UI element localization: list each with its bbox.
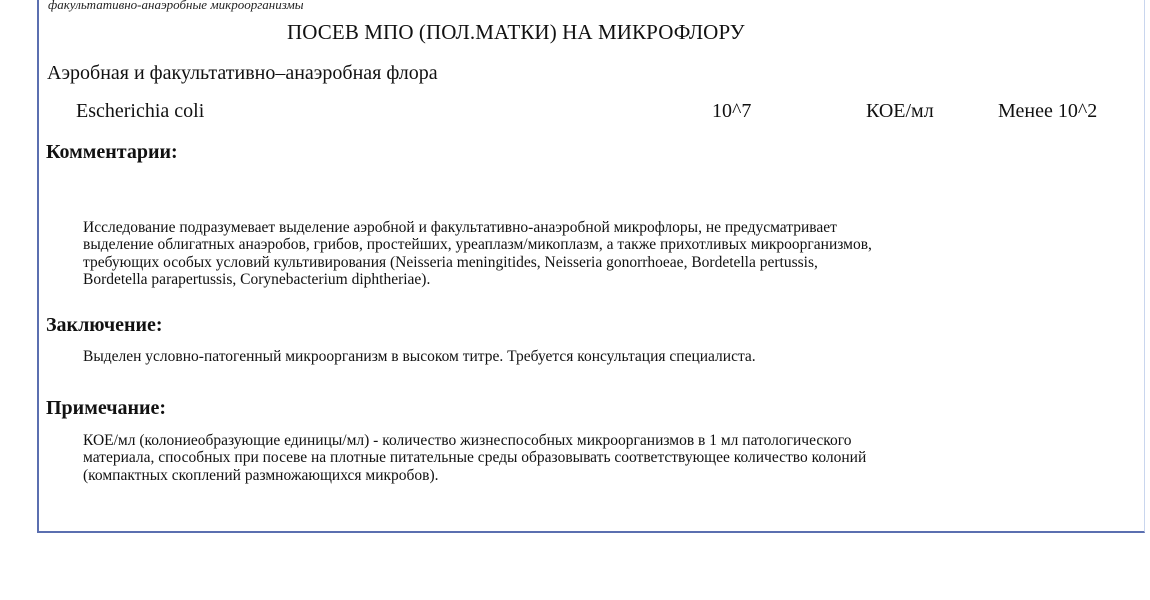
comments-heading: Комментарии: xyxy=(46,141,178,163)
comments-line: Bordetella parapertussis, Corynebacterium diphtheriae). xyxy=(83,270,431,288)
note-text xyxy=(83,432,866,484)
comments-line: Исследование подразумевает выделение аэробной и факультативно-анаэробной микрофлоры, не предусматривает xyxy=(83,219,837,236)
result-unit: КОЕ/мл xyxy=(866,100,934,122)
organism-name: Escherichia coli xyxy=(76,100,205,122)
note-line: КОЕ/мл (колониеобразующие единицы/мл) - количество жизнеспособных микроорганизмов в 1 мл патологического xyxy=(83,432,852,449)
result-value: 10^7 xyxy=(712,100,752,122)
conclusion-line: Выделен условно-патогенный микроорганизм в высоком титре. Требуется консультация специалиста. xyxy=(83,348,756,365)
report-title: ПОСЕВ МПО (ПОЛ.МАТКИ) НА МИКРОФЛОРУ xyxy=(287,20,745,44)
comments-line: выделение облигатных анаэробов, грибов, простейших, уреаплазм/микоплазм, а также прихотливых микроорганизмов, xyxy=(83,236,872,254)
flora-group-label: Аэробная и факультативно–анаэробная флора xyxy=(47,62,438,84)
conclusion-heading: Заключение: xyxy=(46,314,163,336)
note-line: (компактных скоплений размножающихся микробов). xyxy=(83,466,439,484)
comments-line: требующих особых условий культивирования (Neisseria meningitides, Neisseria gonorrhoeae, Bordetella pertussis, xyxy=(83,253,818,271)
reference-value: Менее 10^2 xyxy=(998,100,1098,122)
note-line: материала, способных при посеве на плотные питательные среды образовывать соответствующее количество колоний xyxy=(83,449,867,467)
note-heading: Примечание: xyxy=(46,397,167,419)
comments-text xyxy=(83,219,872,288)
previous-section-caption: факультативно-анаэробные микроорганизмы xyxy=(48,0,304,12)
conclusion-text xyxy=(83,348,756,365)
